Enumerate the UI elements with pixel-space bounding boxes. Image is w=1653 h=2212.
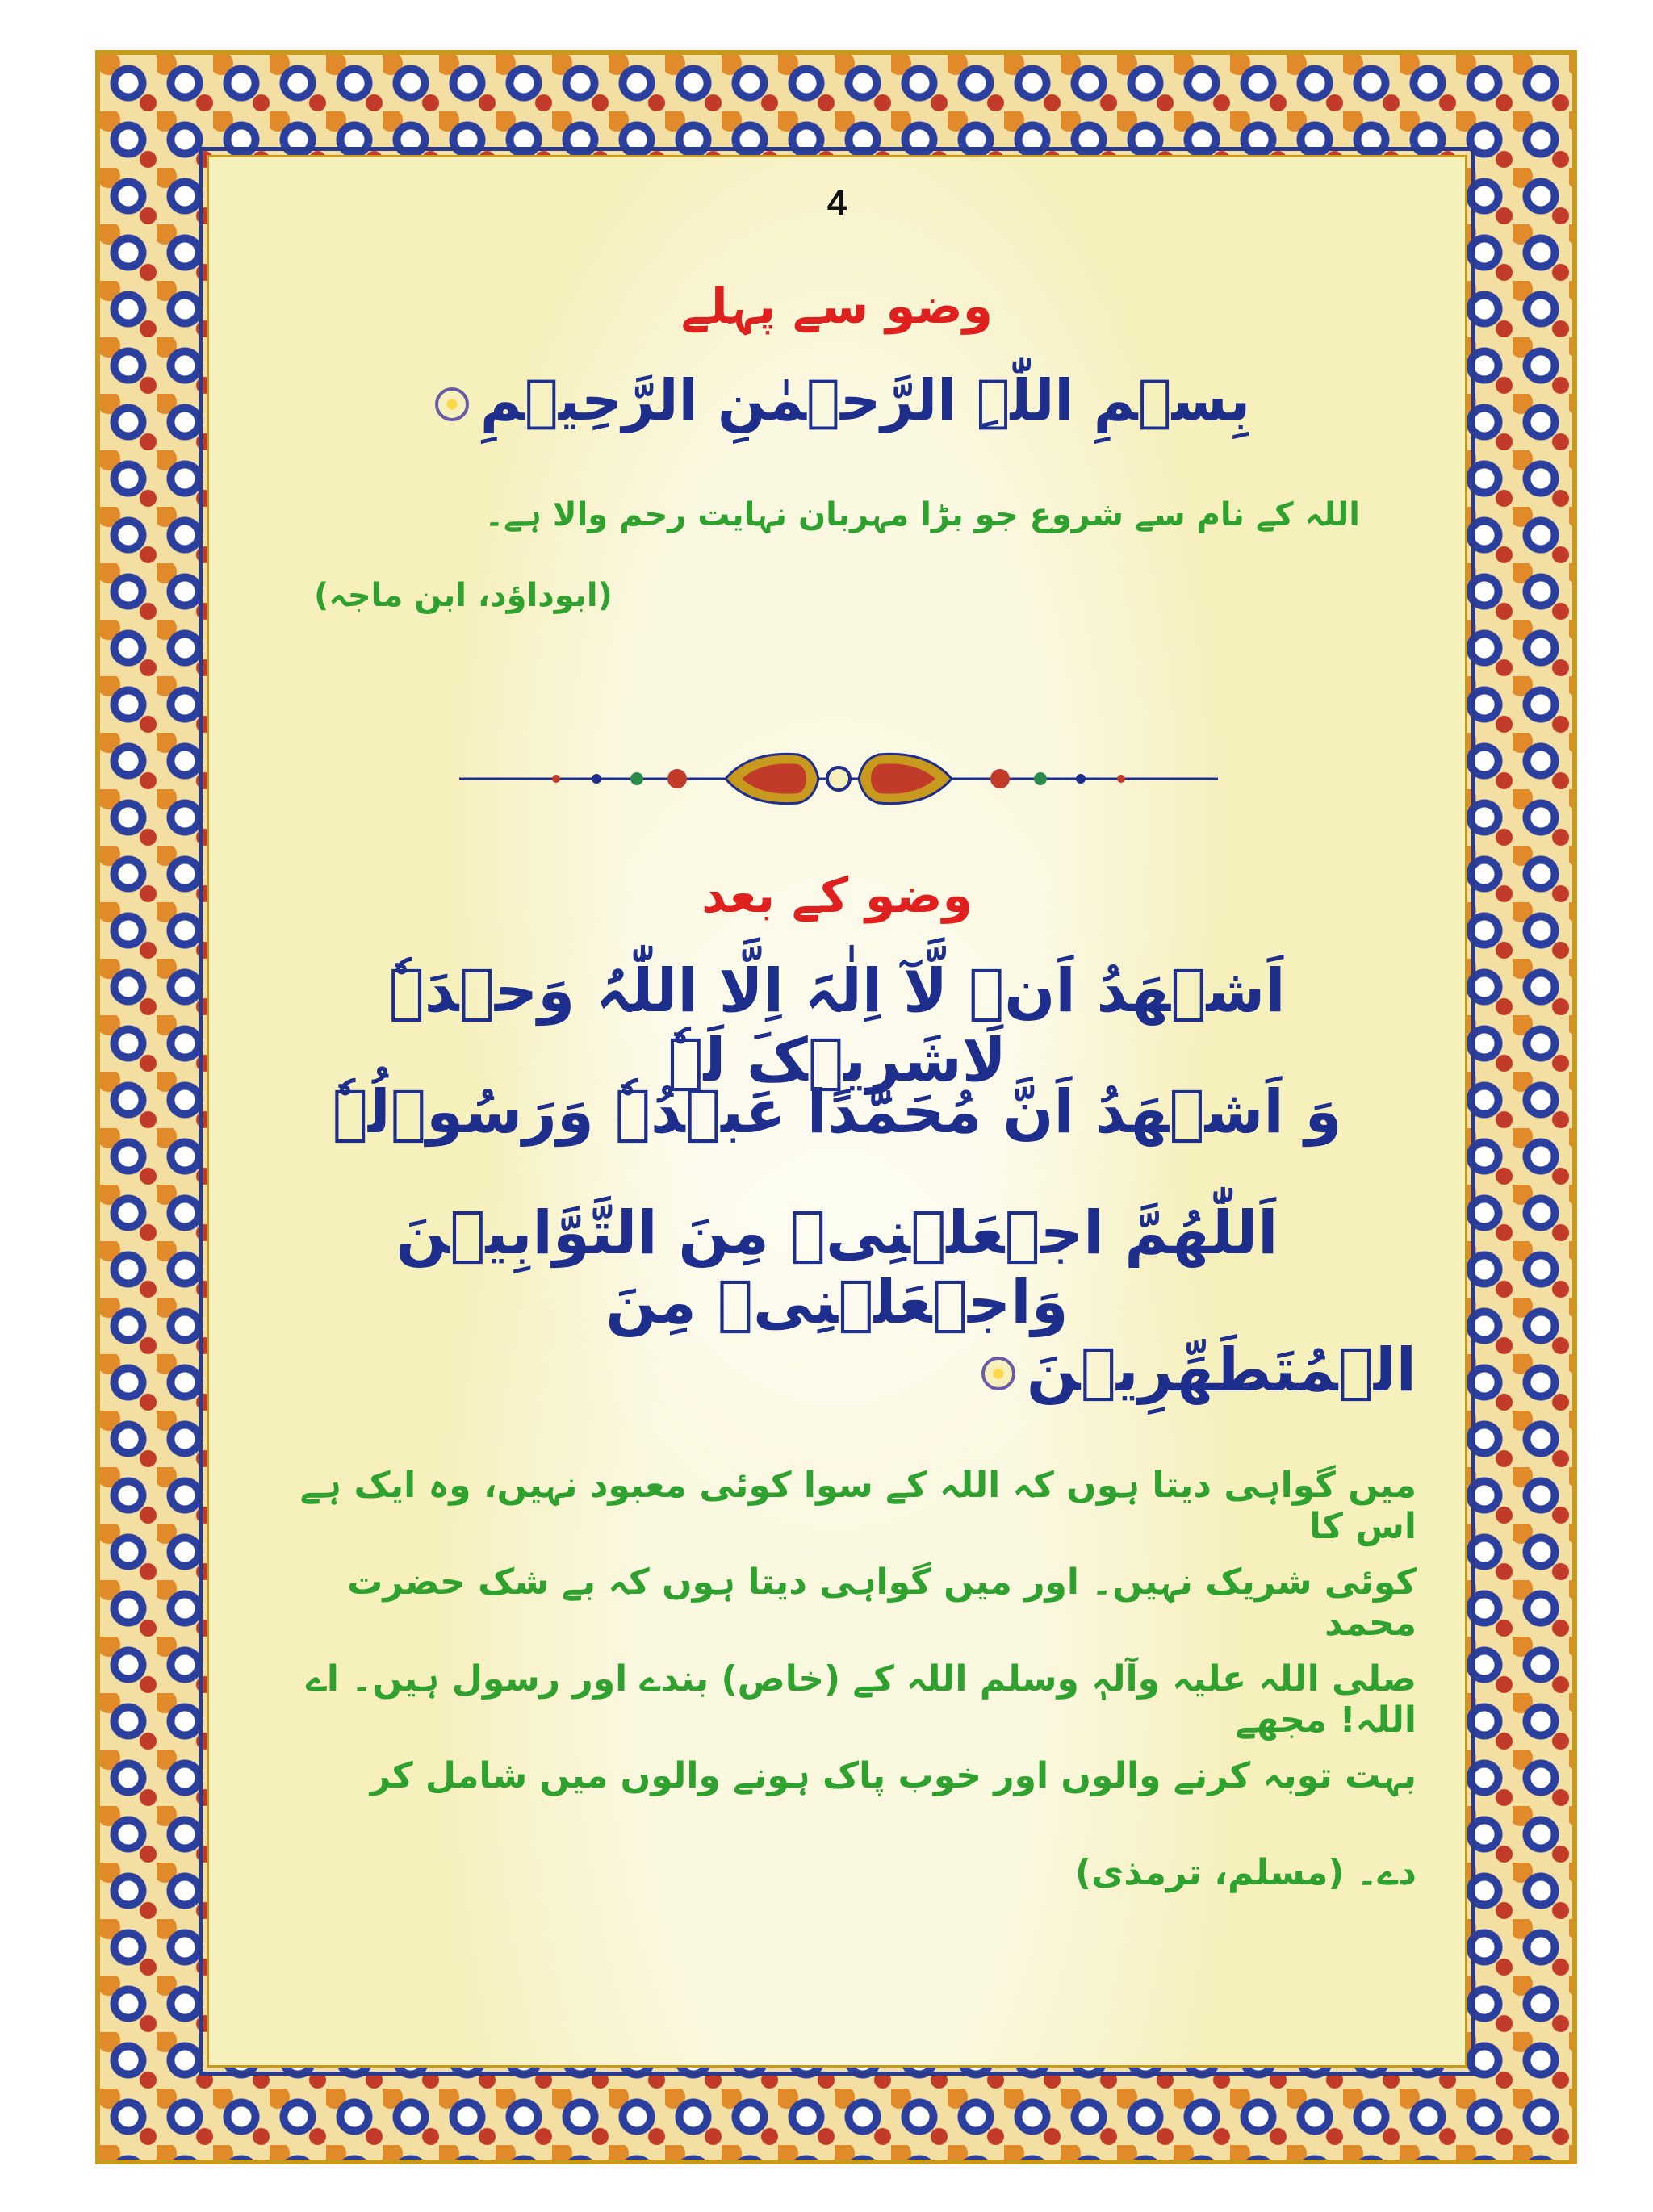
divider-left-ornament: [552, 754, 818, 803]
verse-end-icon: [981, 1357, 1015, 1390]
bismillah-text: بِسۡمِ اللّٰہِ الرَّحۡمٰنِ الرَّحِیۡمِ: [479, 367, 1251, 433]
bismillah-translation: اللہ کے نام سے شروع جو بڑا مہربان نہایت رحم والا ہے۔: [484, 496, 1360, 533]
shahada-line-2: وَ اَشۡھَدُ اَنَّ مُحَمَّدًا عَبۡدُہٗ وَرَسُوۡلُہٗ: [332, 1077, 1342, 1147]
shahada-line-1: اَشۡھَدُ اَنۡ لَّآ اِلٰہَ اِلَّا اللّٰہُ وَحۡدَہٗ لَاشَرِیۡکَ لَہٗ: [388, 956, 1286, 1095]
verse-end-icon: [435, 387, 469, 421]
ornamental-divider: [459, 746, 1218, 811]
divider-center-circle: [827, 767, 850, 790]
dua-line-4-text: الۡمُتَطَھِّرِیۡنَ: [1026, 1336, 1417, 1405]
page-number: 4: [826, 183, 847, 223]
heading-after-wudu: وضو کے بعد: [701, 868, 973, 924]
translation-line-3: صلی اللہ علیہ وآلہٖ وسلم اللہ کے (خاص) بندے اور رسول ہیں۔ اے اللہ! مجھے: [306, 1658, 1417, 1741]
reference-abu-dawud: (ابوداؤد، ابن ماجہ): [314, 577, 613, 614]
translation-line-4: بہت توبہ کرنے والوں اور خوب پاک ہونے والوں میں شامل کر: [370, 1755, 1417, 1796]
translation-line-1: میں گواہی دیتا ہوں کہ اللہ کے سوا کوئی معبود نہیں، وہ ایک ہے اس کا: [299, 1465, 1417, 1547]
dua-line-4: [257, 1336, 1417, 1405]
dua-line-3: اَللّٰھُمَّ اجۡعَلۡنِیۡ مِنَ التَّوَّابِیۡنَ وَاجۡعَلۡنِیۡ مِنَ: [395, 1198, 1278, 1337]
translation-line-2: کوئی شریک نہیں۔ اور میں گواہی دیتا ہوں کہ بے شک حضرت محمد: [347, 1562, 1417, 1644]
content-panel: [207, 155, 1467, 2068]
bismillah-line: [306, 367, 1368, 433]
translation-line-5: دے۔ (مسلم، ترمذی): [1074, 1852, 1417, 1893]
divider-right-ornament: [859, 754, 1125, 803]
heading-before-wudu: وضو سے پہلے: [680, 278, 994, 335]
